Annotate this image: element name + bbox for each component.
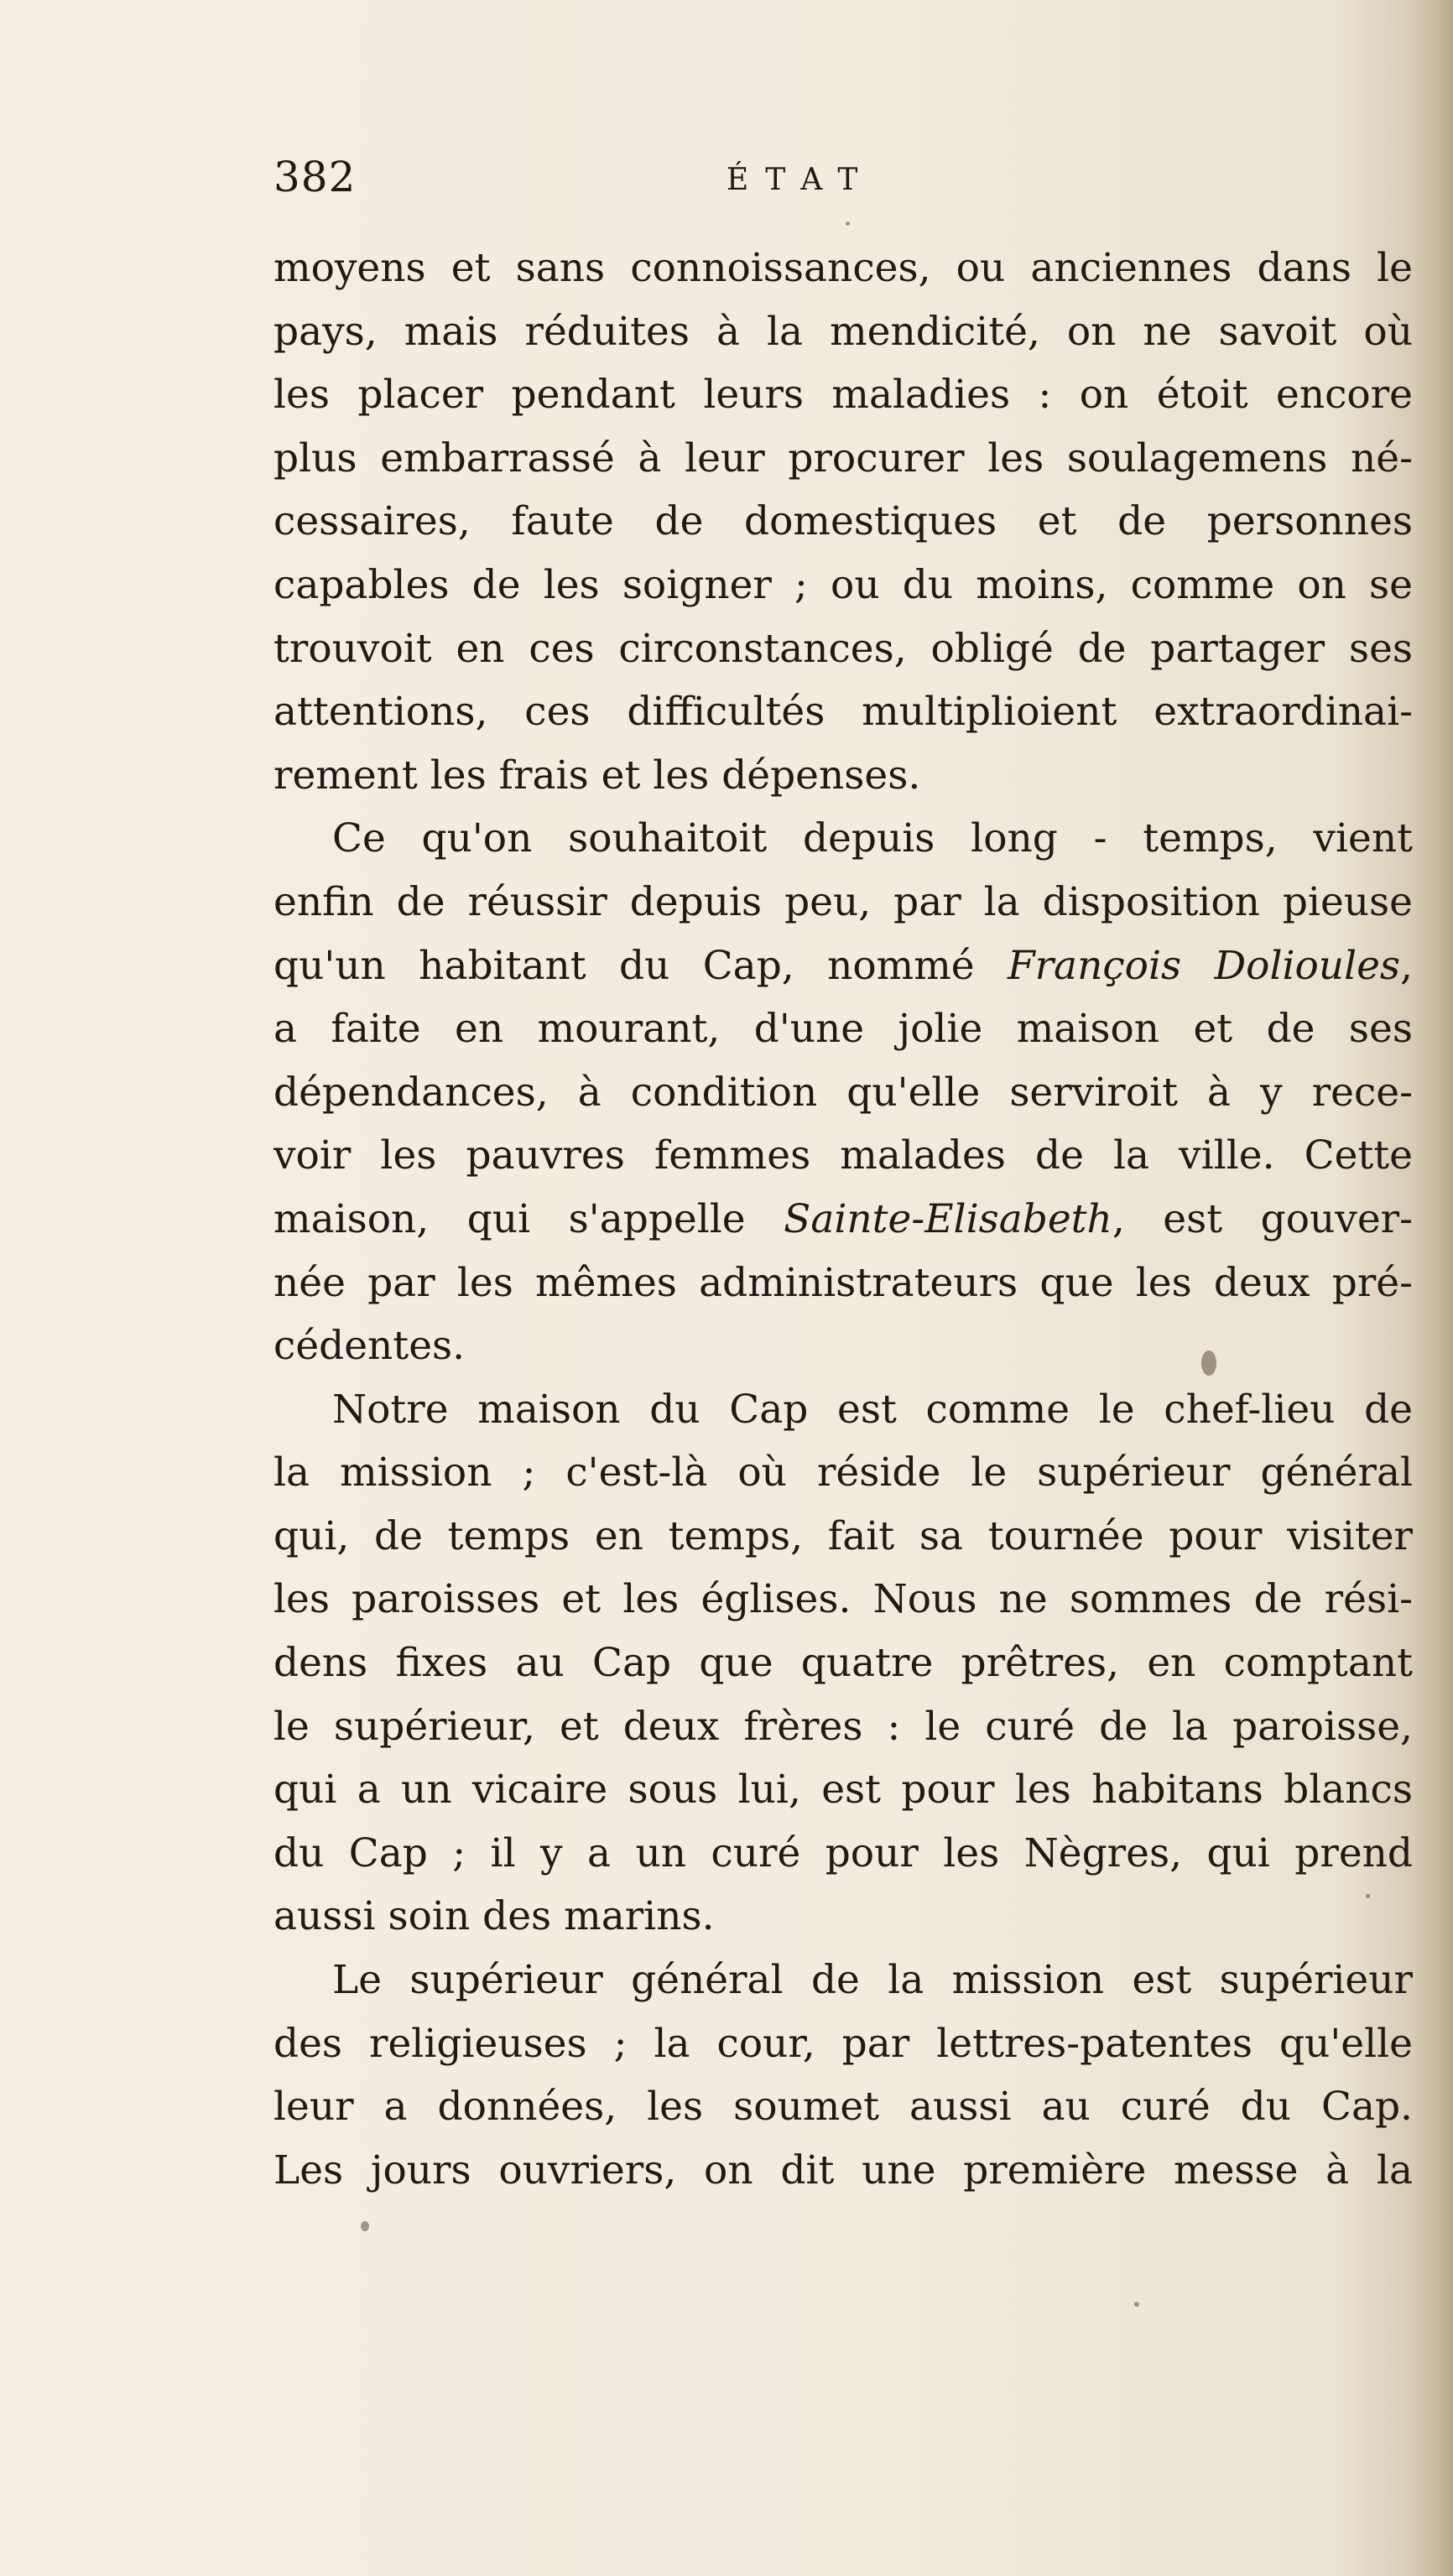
text-line-24: le supérieur, et deux frères : le curé de la paroisse,: [273, 1703, 1413, 1750]
text-line-11: enfin de réussir depuis peu, par la disposition pieuse: [273, 878, 1413, 925]
text-line-12-after: ,: [1400, 942, 1413, 989]
text-line-16-before: maison, qui s'appelle: [273, 1195, 784, 1242]
text-line-30: leur a données, les soumet aussi au curé du Cap.: [273, 2084, 1413, 2131]
text-line-8: attentions, ces difficultés multiplioient extraordinai-: [273, 689, 1413, 736]
text-line-31: Les jours ouvriers, on dit une première messe à la: [273, 2147, 1413, 2194]
text-line-1: moyens et sans connoissances, ou anciennes dans le: [273, 245, 1413, 291]
page-number: 382: [273, 153, 357, 201]
text-line-2: pays, mais réduites à la mendicité, on ne savoit où: [273, 308, 1413, 355]
body-text: [273, 237, 1413, 2202]
text-line-29: des religieuses ; la cour, par lettres-patentes qu'elle: [273, 2020, 1413, 2067]
text-line-9: rement les frais et les dépenses.: [273, 752, 921, 799]
text-line-25: qui a un vicaire sous lui, est pour les habitans blancs: [273, 1767, 1413, 1814]
text-line-26: du Cap ; il y a un curé pour les Nègres, qui prend: [273, 1829, 1413, 1876]
ink-speck: [1201, 1350, 1216, 1376]
ink-speck: [846, 221, 850, 226]
text-line-13: a faite en mourant, d'une jolie maison et de ses: [273, 1006, 1413, 1053]
page-header: [273, 148, 1431, 206]
text-line-5: cessaires, faute de domestiques et de personnes: [273, 498, 1413, 545]
text-line-3: les placer pendant leurs maladies : on étoit encore: [273, 372, 1413, 419]
page-binding-shadow: [1414, 0, 1453, 2576]
text-line-10: Ce qu'on souhaitoit depuis long - temps, vient: [332, 815, 1413, 862]
running-head: ÉTAT: [726, 163, 875, 197]
text-line-28: Le supérieur général de la mission est supérieur: [332, 1957, 1413, 2004]
text-line-19: Notre maison du Cap est comme le chef-lieu de: [332, 1386, 1413, 1433]
text-line-16: [273, 1188, 1413, 1252]
ink-speck: [1366, 1894, 1370, 1898]
text-line-23: dens fixes au Cap que quatre prêtres, en comptant: [273, 1640, 1413, 1687]
ink-speck: [1134, 2302, 1139, 2307]
text-line-20: la mission ; c'est-là où réside le supérieur général: [273, 1449, 1413, 1496]
text-line-16-after: , est gouver-: [1112, 1195, 1413, 1242]
ink-speck: [361, 2221, 369, 2231]
house-name-italic: Sainte-Elisabeth: [784, 1195, 1112, 1242]
text-line-12-before: qu'un habitant du Cap, nommé: [273, 942, 1008, 989]
text-line-15: voir les pauvres femmes malades de la ville. Cette: [273, 1132, 1413, 1179]
text-line-18: cédentes.: [273, 1323, 466, 1370]
text-line-21: qui, de temps en temps, fait sa tournée pour visiter: [273, 1512, 1413, 1559]
text-line-22: les paroisses et les églises. Nous ne sommes de rési-: [273, 1576, 1413, 1623]
text-line-4: plus embarrassé à leur procurer les soulagemens né-: [273, 435, 1413, 481]
text-line-14: dépendances, à condition qu'elle serviroit à y rece-: [273, 1069, 1413, 1116]
person-name-italic: François Dolioules: [1007, 942, 1401, 989]
text-line-12: [273, 934, 1413, 998]
text-line-27: aussi soin des marins.: [273, 1893, 715, 1940]
text-line-6: capables de les soigner ; ou du moins, comme on se: [273, 561, 1413, 608]
text-line-7: trouvoit en ces circonstances, obligé de partager ses: [273, 625, 1413, 672]
text-line-17: née par les mêmes administrateurs que les deux pré-: [273, 1259, 1413, 1306]
